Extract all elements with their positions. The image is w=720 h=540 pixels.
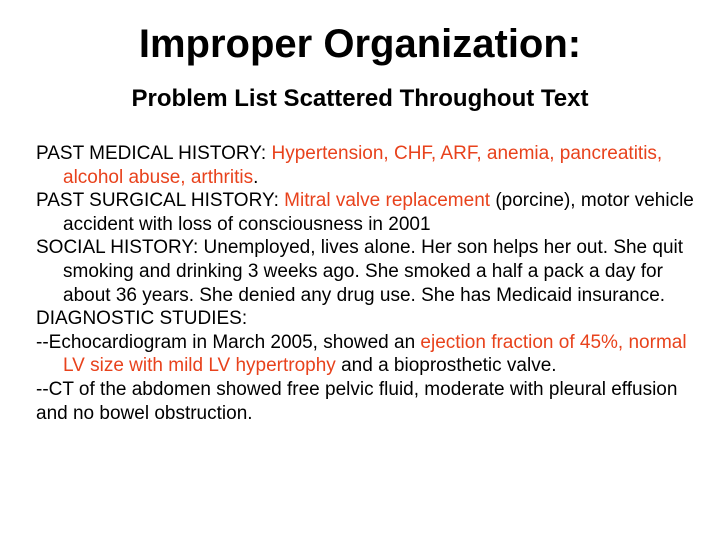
text-segment: . bbox=[253, 166, 259, 188]
body-paragraph bbox=[36, 189, 696, 236]
text-segment: PAST MEDICAL HISTORY: bbox=[36, 143, 272, 164]
highlighted-problem: ejection fraction of 45%, normal LV size with mild LV hypertrophy bbox=[63, 331, 687, 377]
text-segment: (porcine), motor vehicle accident with loss of consciousness in 2001 bbox=[63, 190, 694, 235]
body-paragraph bbox=[36, 142, 696, 189]
body-paragraph bbox=[36, 378, 696, 425]
text-segment: DIAGNOSTIC STUDIES: bbox=[36, 308, 248, 330]
slide-subtitle: Problem List Scattered Throughout Text bbox=[131, 85, 589, 112]
body-paragraph bbox=[36, 331, 696, 378]
highlighted-problem: Mitral valve replacement bbox=[284, 190, 491, 212]
text-segment: PAST SURGICAL HISTORY: bbox=[36, 190, 285, 212]
body-paragraph bbox=[36, 236, 696, 307]
body-text bbox=[36, 142, 696, 425]
slide-title: Improper Organization: bbox=[138, 22, 582, 66]
body-paragraph bbox=[36, 307, 696, 331]
highlighted-problem: Hypertension, CHF, ARF, anemia, pancreatitis, alcohol abuse, arthritis bbox=[63, 143, 663, 188]
text-segment: --CT of the abdomen showed free pelvic fluid, moderate with pleural effusion and no bowel obstruction. bbox=[36, 378, 678, 424]
text-segment: --Echocardiogram in March 2005, showed an bbox=[36, 331, 421, 353]
text-segment: and a bioprosthetic valve. bbox=[335, 355, 557, 377]
text-segment: SOCIAL HISTORY: Unemployed, lives alone. Her son helps her out. She quit smoking and drinking 3 weeks ago. She smoked a half a pack a day for about 36 years. She denied any drug use. She has Medicaid insurance. bbox=[36, 237, 684, 306]
